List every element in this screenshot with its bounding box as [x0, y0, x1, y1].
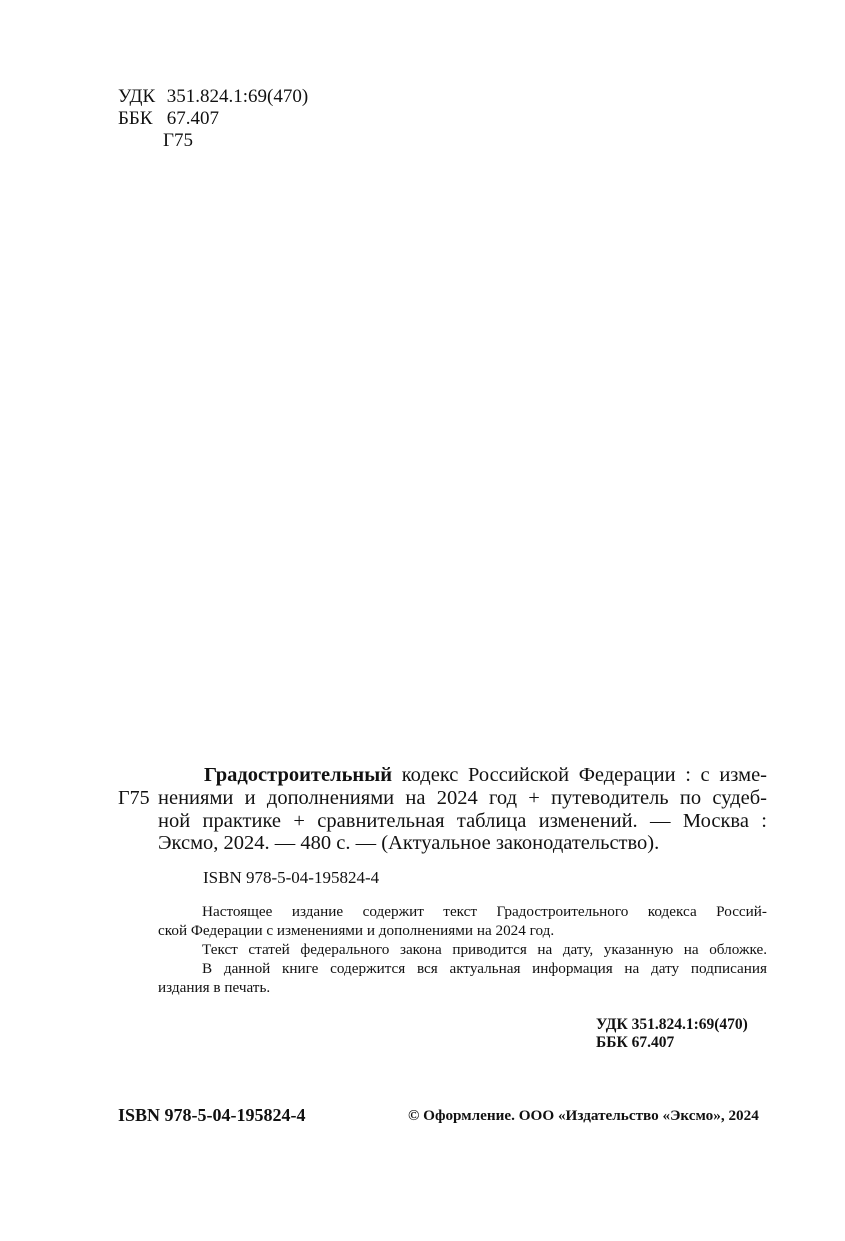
annotation-p1-line2: ской Федерации с изменениями и дополнениями на 2024 год.: [158, 922, 555, 939]
annotation-p1-line1-text: Настоящее издание содержит текст Градостроительного кодекса Россий-: [202, 903, 767, 920]
annotation-p1-line1: [158, 902, 767, 921]
entry-title-bold: Градостроительный: [204, 764, 393, 786]
author-sign-entry: Г75: [118, 787, 150, 809]
annotation: [158, 902, 767, 997]
entry-line-2: нениями и дополнениями на 2024 год + путеводитель по судеб-: [158, 786, 767, 809]
entry-line-1: [158, 764, 767, 787]
footer-copyright: © Оформление. ООО «Издательство «Эксмо», 2024: [408, 1107, 759, 1124]
footer-isbn: ISBN 978-5-04-195824-4: [118, 1105, 306, 1125]
isbn-line: ISBN 978-5-04-195824-4: [203, 868, 380, 887]
author-sign-header: Г75: [163, 130, 193, 151]
annotation-p3-line1: [158, 959, 767, 978]
annotation-p3-line2: издания в печать.: [158, 979, 271, 996]
bbk-label: ББК: [118, 108, 153, 129]
annotation-p3-line1-text: В данной книге содержится вся актуальная информация на дату подписания: [202, 960, 767, 977]
udk-header-line: [118, 86, 308, 108]
entry-line-3: ной практике + сравнительная таблица изменений. — Москва :: [158, 809, 767, 832]
udk-value: 351.824.1:69(470): [166, 86, 309, 107]
udk-bottom: УДК 351.824.1:69(470): [596, 1016, 748, 1033]
bibliographic-entry: [158, 764, 767, 855]
bbk-value: 67.407: [166, 108, 219, 129]
bbk-bottom: ББК 67.407: [596, 1034, 675, 1051]
annotation-p2-text: Текст статей федерального закона приводится на дату, указанную на обложке.: [202, 941, 767, 958]
entry-line-1-rest: кодекс Российской Федерации : с изме-: [401, 764, 767, 786]
entry-line-4: Эксмо, 2024. — 480 с. — (Актуальное законодательство).: [158, 832, 660, 855]
annotation-p2: [158, 940, 767, 959]
udk-label: УДК: [118, 86, 156, 107]
bbk-header-line: [118, 108, 219, 130]
